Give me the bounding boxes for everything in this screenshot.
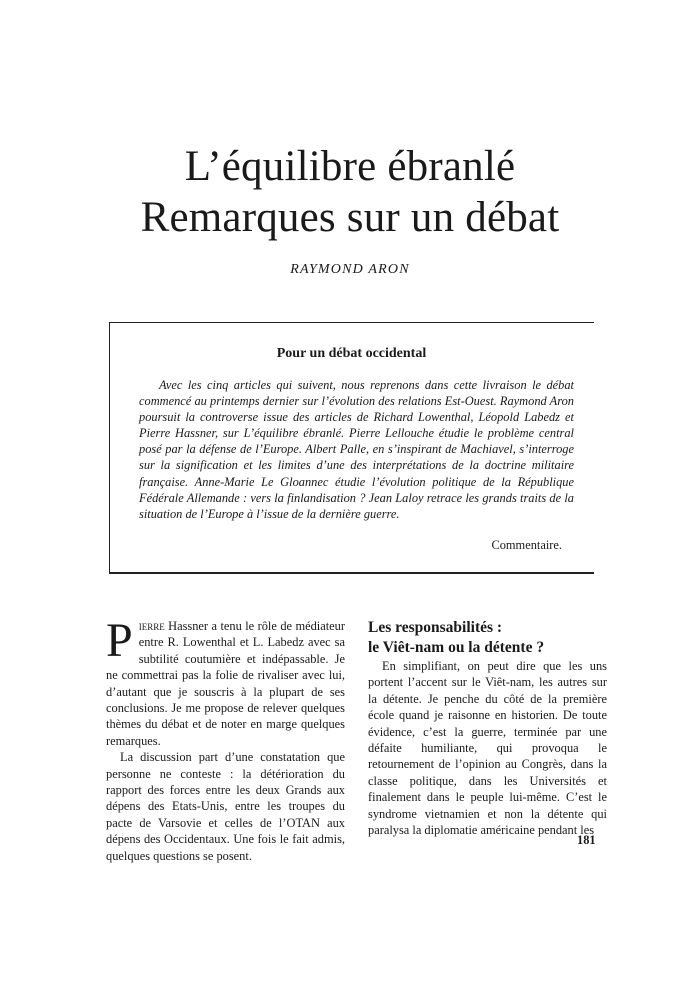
author-byline: RAYMOND ARON <box>290 262 410 277</box>
page-number: 181 <box>577 833 596 847</box>
editorial-box-title: Pour un débat occidental <box>276 346 427 361</box>
left-column-paragraph-2: La discussion part d’une constatation que personne ne conteste : la détérioration du rapport des forces entre les deux Grands aux dépens des Etats-Unis, entre les troupes du pacte de Varsovie et celles de l’OTAN aux dépens des Occidentaux. Une fois le fait admis, quelques questions se posent. <box>106 750 345 863</box>
right-column-paragraph-1: En simplifiant, on peut dire que les uns portent l’accent sur le Viêt-nam, les autres sur la détente. Je penche du côté de la première école quand je raisonne en historien. De toute évidence, c’est la guerre, terminée par une défaite humiliante, qui provoqua le retournement de l’opinion au Congrès, dans la classe politique, dans les Universités et finalement dans le peuple lui-même. C’est le syndrome vietnamien et non la détente qui paralysa la diplomatie américaine pendant les <box>368 659 607 838</box>
drop-cap: P <box>106 614 133 667</box>
article-title-line-2: Remarques sur un débat <box>140 194 560 241</box>
editorial-box-signature: Commentaire. <box>491 538 562 552</box>
section-heading-line-1: Les responsabilités : <box>368 619 503 636</box>
article-title-line-1: L’équilibre ébranlé <box>184 143 516 190</box>
left-column-paragraph-1-text: Hassner a tenu le rôle de médiateur entre R. Lowenthal et L. Labedz avec sa subtilité coutumière et indépassable. Je ne commettrai pas la folie de rivaliser avec lui, d’autant que je souscris à la plupart de ses conclusions. Je me propose de relever quelques thèmes du débat et de noter en marge quelques remarques. <box>106 619 345 748</box>
left-column <box>106 614 345 864</box>
left-column-paragraph-1 <box>106 614 345 749</box>
section-heading <box>368 618 607 658</box>
section-heading-line-2: le Viêt-nam ou la détente ? <box>368 639 545 656</box>
small-caps-lead: ierre <box>138 619 165 633</box>
editorial-box-text: Avec les cinq articles qui suivent, nous reprenons dans cette livraison le débat commencé au printemps dernier sur l’évolution des relations Est-Ouest. Raymond Aron poursuit la controverse issue des articles de Richard Lowenthal, Léopold Labedz et Pierre Hassner, sur L’équilibre ébranlé. Pierre Lellouche étudie le problème central posé par la défense de l’Europe. Albert Palle, en s’inspirant de Machiavel, s’interroge sur la signification et les limites d’une des interprétations de la doctrine militaire française. Anne-Marie Le Gloannec étudie l’évolution politique de la République Fédérale Allemande : vers la finlandisation ? Jean Laloy retrace les grands traits de la situation de l’Europe à l’issue de la dernière guerre. <box>139 378 574 521</box>
right-column <box>368 618 607 838</box>
